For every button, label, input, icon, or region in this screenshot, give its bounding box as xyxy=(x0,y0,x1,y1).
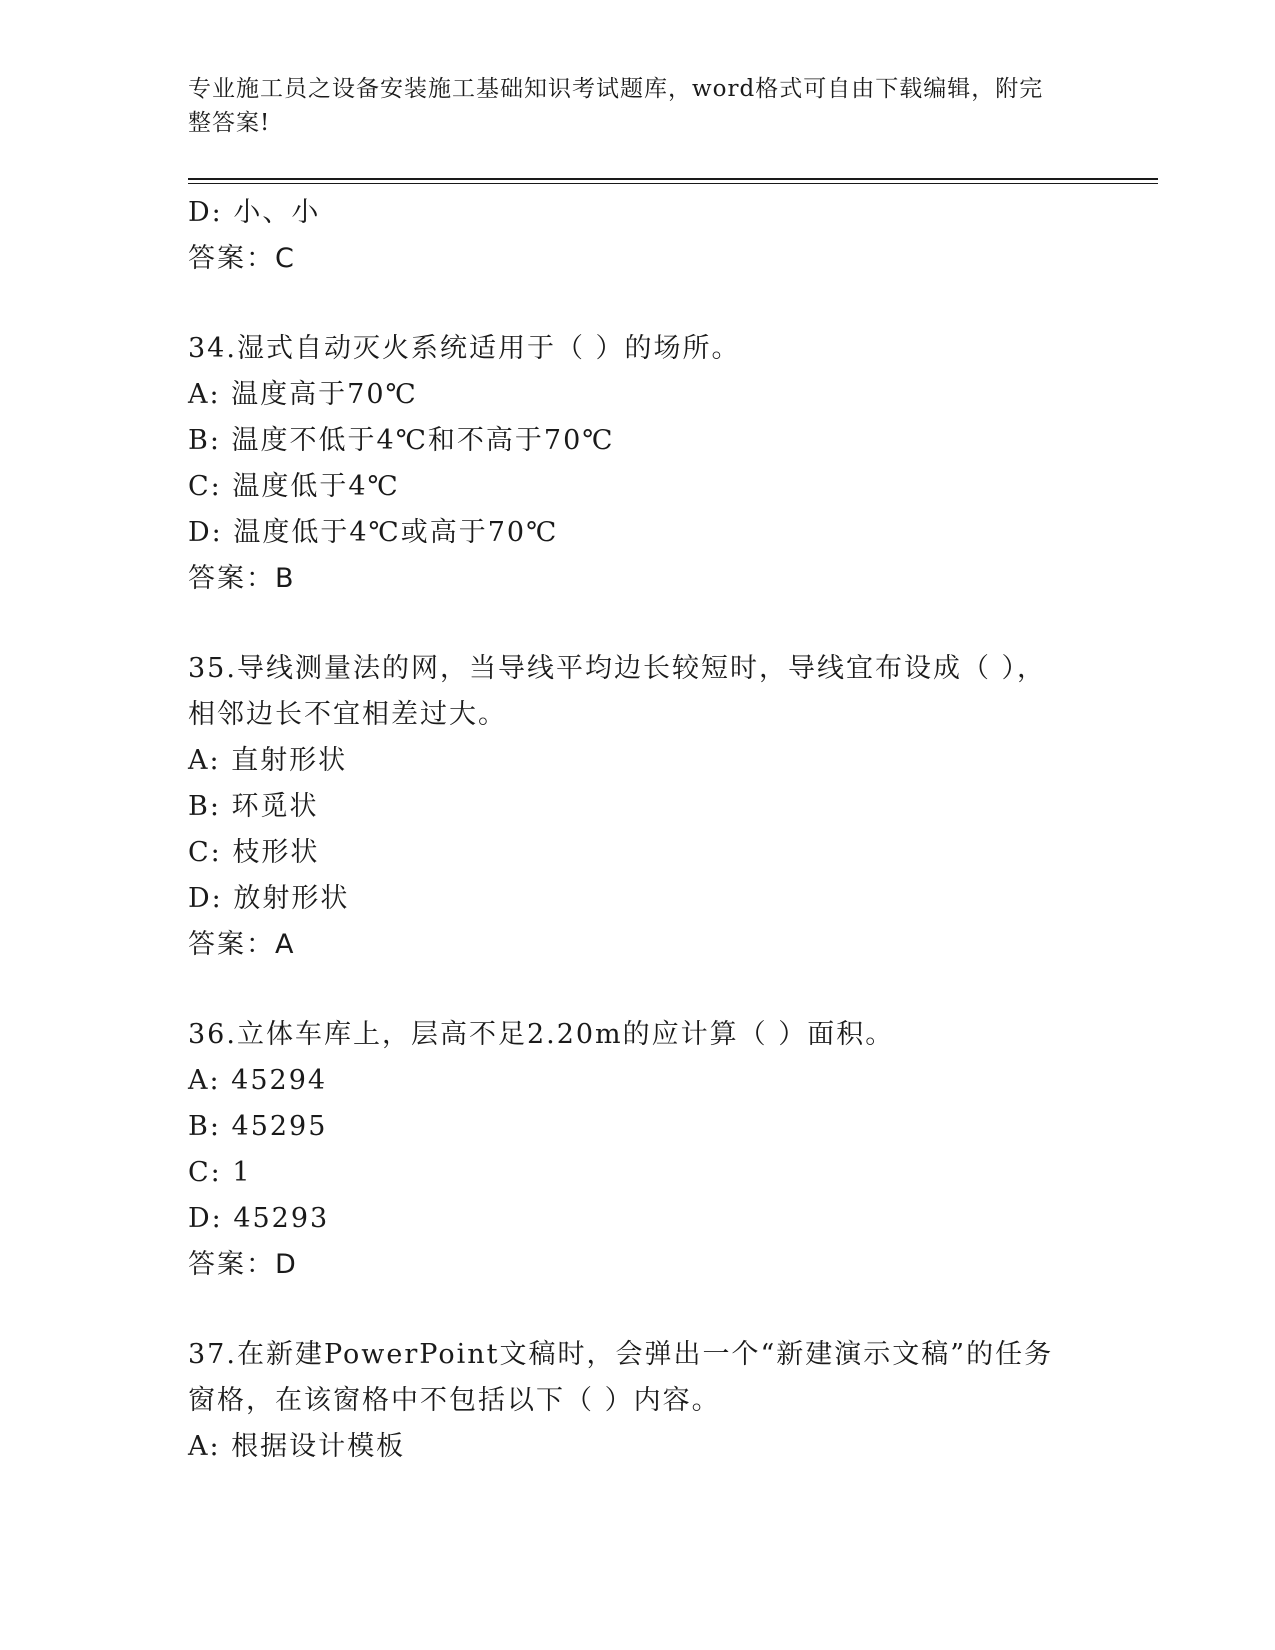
question-35 xyxy=(188,646,1088,968)
header-line-1: 专业施工员之设备安装施工基础知识考试题库，word格式可自由下载编辑，附完 xyxy=(188,76,1044,102)
header-rule-thin xyxy=(188,183,1158,184)
header-rule-thick xyxy=(188,178,1158,180)
question-36 xyxy=(188,1012,1088,1288)
option-a: A: 直射形状 xyxy=(188,745,348,776)
question-list xyxy=(188,190,1088,1470)
option-c: C: 温度低于4℃ xyxy=(188,471,400,502)
question-stem: 34.湿式自动灭火系统适用于（ ）的场所。 xyxy=(188,333,741,364)
answer-line: 答案：D xyxy=(188,1249,298,1280)
option-a: A: 45294 xyxy=(188,1065,328,1096)
question-stem-cont: 相邻边长不宜相差过大。 xyxy=(188,699,507,730)
option-d: D: 45293 xyxy=(188,1203,330,1234)
question-stem-cont: 窗格，在该窗格中不包括以下（ ）内容。 xyxy=(188,1385,721,1416)
option-b: B: 45295 xyxy=(188,1111,328,1142)
option-c: C: 枝形状 xyxy=(188,837,320,868)
document-header xyxy=(188,72,1068,140)
option-b: B: 温度不低于4℃和不高于70℃ xyxy=(188,425,615,456)
question-37 xyxy=(188,1332,1088,1470)
question-stem: 35.导线测量法的网，当导线平均边长较短时，导线宜布设成（ ）， xyxy=(188,653,1047,684)
question-34 xyxy=(188,326,1088,602)
answer-line: 答案：C xyxy=(188,243,296,274)
option-a: A: 温度高于70℃ xyxy=(188,379,418,410)
question-stem: 37.在新建PowerPoint文稿时，会弹出一个“新建演示文稿”的任务 xyxy=(188,1339,1054,1370)
option-d: D: 温度低于4℃或高于70℃ xyxy=(188,517,559,548)
question-stem: 36.立体车库上，层高不足2.20m的应计算（ ）面积。 xyxy=(188,1019,895,1050)
option-b: B: 环觅状 xyxy=(188,791,319,822)
answer-line: 答案：A xyxy=(188,929,296,960)
option-c: C: 1 xyxy=(188,1157,252,1188)
option-d: D: 放射形状 xyxy=(188,883,350,914)
answer-line: 答案：B xyxy=(188,563,296,594)
header-line-2: 整答案! xyxy=(188,110,271,136)
option-a: A: 根据设计模板 xyxy=(188,1431,406,1462)
option-d: D: 小、小 xyxy=(188,197,321,228)
